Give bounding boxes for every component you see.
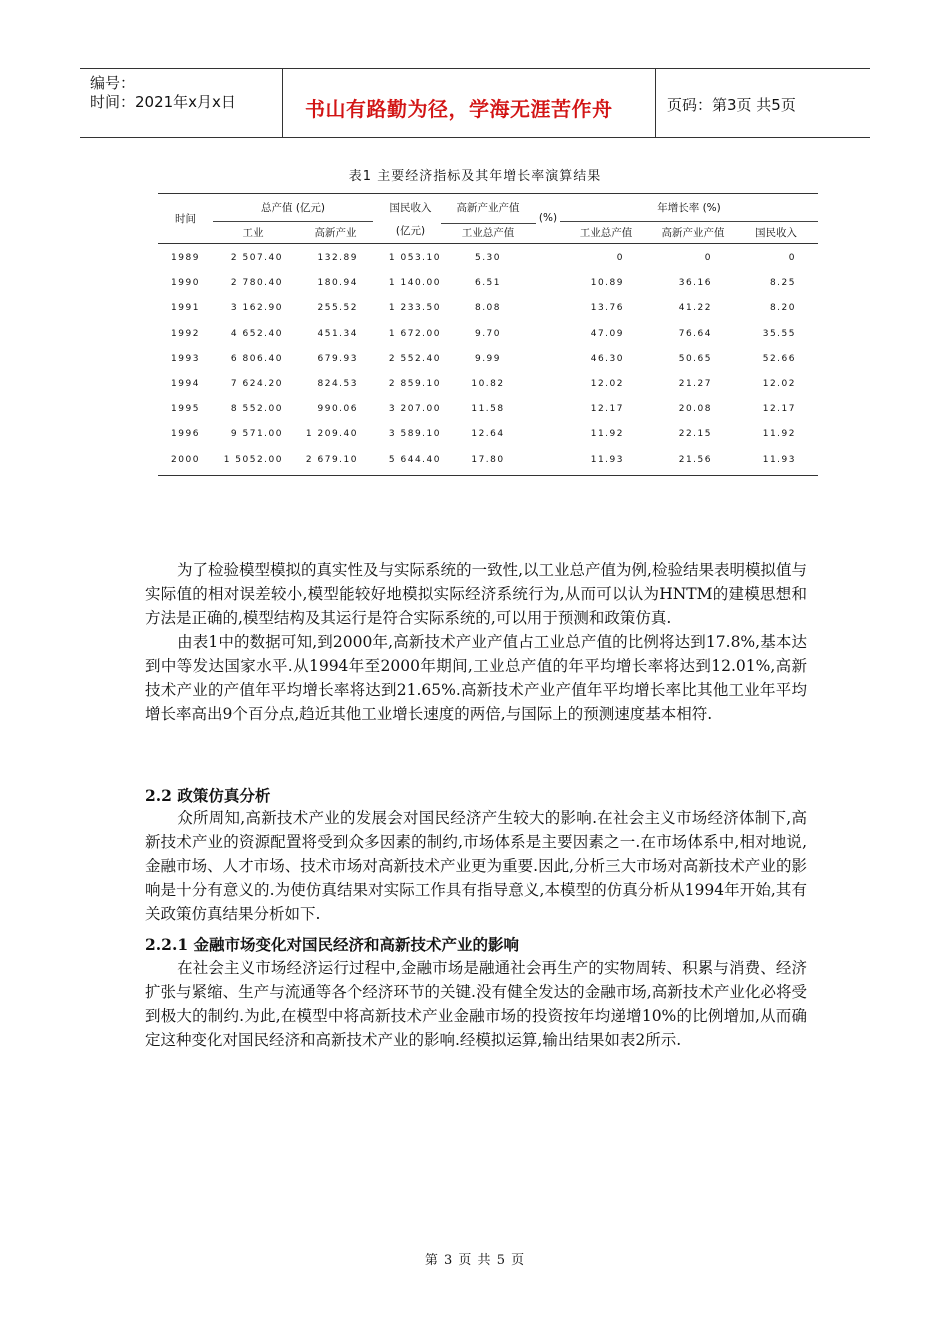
table-cell: 132.89	[317, 253, 358, 263]
table-cell: 17.80	[471, 454, 505, 465]
table-cell: 679.93	[317, 353, 358, 364]
table-cell: 3 162.90	[230, 303, 283, 314]
table-cell: 1 672.00	[388, 328, 441, 339]
table-cell: 1 5052.00	[223, 454, 283, 465]
table-cell: 10.82	[471, 379, 505, 389]
table-cell: 41.22	[678, 303, 712, 314]
table-cell: 8 552.00	[230, 404, 283, 415]
table-cell: 0	[704, 253, 712, 263]
table-cell: 990.06	[317, 404, 358, 415]
table-cell: 6.51	[474, 278, 502, 289]
table-cell: 11.92	[762, 429, 796, 440]
header-motto-cell	[283, 69, 656, 137]
section-heading-2-2-1: 2.2.1 金融市场变化对国民经济和高新技术产业的影响	[145, 935, 520, 954]
table-cell: 11.93	[762, 454, 796, 465]
table-cell: 1995	[171, 404, 200, 415]
table-cell: 1992	[171, 328, 200, 339]
table-cell: 9 571.00	[230, 429, 283, 440]
table-cell: 8.25	[769, 278, 796, 289]
table-cell: 9.70	[474, 328, 502, 339]
table-cell: 3 589.10	[388, 429, 441, 440]
table-cell: 2 679.10	[305, 454, 358, 465]
table-cell: 451.34	[317, 328, 358, 339]
table-cell: 1 053.10	[388, 253, 441, 263]
table-cell: 9.99	[474, 353, 502, 364]
section-heading-2-2: 2.2 政策仿真分析	[145, 786, 271, 805]
table-cell: 12.17	[762, 404, 796, 415]
table-cell: 6 806.40	[230, 353, 283, 364]
table-cell: 50.65	[678, 353, 712, 364]
table-cell: 2 859.10	[388, 379, 441, 389]
table-cell: 2 552.40	[388, 353, 441, 364]
table-cell: 13.76	[590, 303, 624, 314]
table-cell: 1 140.00	[388, 278, 441, 289]
col-header-g-hightech: 高新产业产值	[661, 227, 725, 239]
table-cell: 1991	[171, 303, 200, 314]
col-header-total-output: 总产值 (亿元)	[260, 202, 326, 214]
header-subrule-growth	[560, 221, 818, 222]
table-header-rule	[158, 243, 818, 244]
header-motto: 书山有路勤为径，学海无涯苦作舟	[305, 97, 613, 121]
col-header-time: 时间	[175, 213, 196, 225]
doc-time-label: 时间：2021年x月x日	[90, 93, 236, 111]
paragraph-table-analysis: 由表1中的数据可知,到2000年,高新技术产业产值占工业总产值的比例将达到17.8%,基本达到中等发达国家水平.从1994年至2000年期间,工业总产值的年平均增长率将达到12.01%,高新技术产业的产值年平均增长率将达到21.65%.高新技术产业产值年平均增长率比其他工业年平均增长率高出9个百分点,趋近其他工业增长速度的两倍,与国际上的预测速度基本相符.	[145, 633, 807, 723]
table-cell: 8.08	[474, 303, 502, 314]
table-cell: 0	[788, 253, 796, 263]
table-cell: 1 233.50	[388, 303, 441, 314]
table-cell: 2 507.40	[230, 253, 283, 263]
page-header	[80, 68, 870, 138]
table-cell: 1 209.40	[305, 429, 358, 440]
table-cell: 46.30	[590, 353, 624, 364]
table-cell: 0	[616, 253, 624, 263]
table-cell: 12.64	[471, 429, 505, 440]
col-header-hightech: 高新产业	[314, 227, 357, 239]
table-bottom-rule	[158, 475, 818, 476]
table-top-rule	[158, 193, 818, 194]
table-cell: 12.02	[590, 379, 624, 389]
col-header-industry: 工业	[242, 227, 264, 239]
col-header-income-unit: (亿元)	[395, 225, 426, 237]
table-caption: 表1 主要经济指标及其年增长率演算结果	[348, 169, 602, 184]
table-cell: 36.16	[678, 278, 712, 289]
table-cell: 10.89	[590, 278, 624, 289]
header-page-number: 页码：第3页 共5页	[667, 96, 796, 114]
table-cell: 8.20	[769, 303, 796, 314]
table-cell: 1993	[171, 353, 200, 364]
table-cell: 5 644.40	[388, 454, 441, 465]
col-header-g-industry: 工业总产值	[579, 227, 633, 239]
table-cell: 21.27	[678, 379, 712, 389]
table-cell: 2 780.40	[230, 278, 283, 289]
table-cell: 1994	[171, 379, 200, 389]
header-page-cell	[657, 69, 870, 137]
col-header-ht-share: 高新产业产值	[456, 202, 520, 214]
table-cell: 21.56	[678, 454, 712, 465]
col-header-growth: 年增长率 (%)	[657, 202, 721, 214]
paragraph-policy-intro: 众所周知,高新技术产业的发展会对国民经济产生较大的影响.在社会主义市场经济体制下,高新技术产业的资源配置将受到众多因素的制约,市场体系是主要因素之一.在市场体系中,相对地说,金融市场、人才市场、技术市场对高新技术产业更为重要.因此,分析三大市场对高新技术产业的影响是十分有意义的.为使仿真结果对实际工作具有指导意义,本模型的仿真分析从1994年开始,其有关政策仿真结果分析如下.	[145, 809, 807, 923]
table-cell: 180.94	[317, 278, 358, 289]
header-subrule-output	[213, 221, 373, 222]
table-cell: 7 624.20	[230, 379, 283, 389]
table-cell: 76.64	[678, 328, 712, 339]
table-cell: 3 207.00	[388, 404, 441, 415]
header-fraction-rule	[441, 223, 536, 224]
table-cell: 5.30	[474, 253, 502, 263]
doc-number-label: 编号：	[90, 74, 136, 92]
table-cell: 12.17	[590, 404, 624, 415]
table-cell: 12.02	[762, 379, 796, 389]
col-header-income: 国民收入	[389, 202, 432, 214]
table-cell: 1989	[171, 253, 200, 263]
table-cell: 35.55	[762, 328, 796, 339]
table-cell: 1996	[171, 429, 200, 440]
table-cell: 20.08	[678, 404, 712, 415]
table-cell: 824.53	[317, 379, 358, 389]
header-meta-cell	[80, 69, 283, 137]
col-header-pct: (%)	[538, 212, 558, 224]
table-cell: 52.66	[762, 353, 796, 364]
table-cell: 47.09	[590, 328, 624, 339]
table-cell: 11.92	[590, 429, 624, 440]
paragraph-validation: 为了检验模型模拟的真实性及与实际系统的一致性,以工业总产值为例,检验结果表明模拟值与实际值的相对误差较小,模型能较好地模拟实际经济系统行为,从而可以认为HNTM的建模思想和方法是正确的,模型结构及其运行是符合实际系统的,可以用于预测和政策仿真.	[145, 561, 807, 627]
paragraph-finance-market: 在社会主义市场经济运行过程中,金融市场是融通社会再生产的实物周转、积累与消费、经济扩张与紧缩、生产与流通等各个经济环节的关键.没有健全发达的金融市场,高新技术产业化必将受到极大的制约.为此,在模型中将高新技术产业金融市场的投资按年均递增10%的比例增加,从而确定这种变化对国民经济和高新技术产业的影响.经模拟运算,输出结果如表2所示.	[145, 959, 807, 1049]
table-cell: 4 652.40	[230, 328, 283, 339]
col-header-ht-share-sub: 工业总产值	[461, 227, 515, 239]
table-cell: 2000	[171, 454, 200, 465]
table-cell: 11.58	[471, 404, 505, 415]
table-cell: 22.15	[678, 429, 712, 440]
page-footer: 第 3 页 共 5 页	[424, 1253, 526, 1268]
col-header-g-income: 国民收入	[755, 227, 797, 239]
table-cell: 11.93	[590, 454, 624, 465]
table-cell: 1990	[171, 278, 200, 289]
table-cell: 255.52	[317, 303, 358, 314]
